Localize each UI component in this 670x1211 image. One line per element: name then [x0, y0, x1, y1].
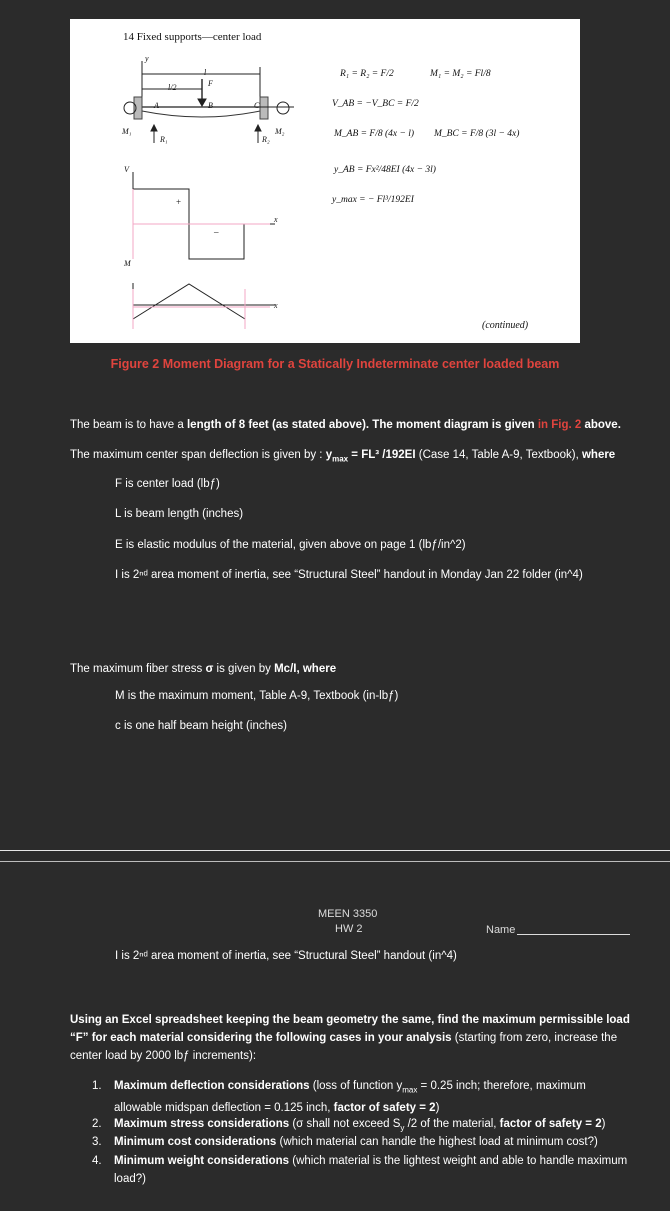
deflection-formula: = FL³ /192EI — [348, 449, 416, 461]
eq-shear: V_AB = −V_BC = F/2 — [332, 99, 419, 109]
eq-moment-bc: M_BC = F/8 (3l − 4x) — [434, 129, 520, 139]
hw-number: HW 2 — [335, 923, 363, 935]
item-fos: factor of safety = 2 — [499, 1118, 602, 1130]
beam-figure — [70, 19, 580, 343]
p2-part-a: The maximum center span deflection is given by : — [70, 449, 326, 461]
label-f: F — [208, 79, 213, 88]
eq-deflection: y_AB = Fx²/48EI (4x − 3l) — [334, 165, 436, 175]
item-text-c: ) — [601, 1118, 606, 1130]
label-minus: – — [214, 227, 219, 237]
left-wall — [134, 97, 142, 119]
item-text: (σ shall not exceed S — [289, 1118, 401, 1130]
label-v: V — [124, 165, 129, 174]
course-header — [318, 907, 377, 937]
label-m2: M₂ — [275, 127, 285, 136]
label-l: l — [204, 68, 207, 77]
eq-moments: M₁ = M₂ = Fl/8 — [430, 69, 491, 79]
list-number: 3. — [92, 1136, 102, 1148]
p3-part-a: The maximum fiber stress — [70, 663, 206, 675]
label-a: A — [154, 101, 159, 110]
item-text: (which material can handle the highest load at minimum cost?) — [276, 1136, 598, 1148]
eq-ymax: y_max = − Fl³/192EI — [332, 195, 414, 205]
eq-reactions: R₁ = R₂ = F/2 — [340, 69, 394, 79]
label-m: M — [124, 259, 131, 268]
label-half-l: l/2 — [168, 83, 177, 92]
p1-part-a: The beam is to have a — [70, 419, 187, 431]
ymax-subscript: max — [332, 454, 349, 464]
item-text: (loss of function y — [309, 1080, 403, 1092]
p2-where: where — [581, 449, 616, 461]
label-b: B — [208, 101, 213, 110]
list-item — [92, 1152, 632, 1188]
item-text-c: ) — [435, 1102, 440, 1115]
p1-part-d: above. — [581, 419, 621, 431]
moment-curve — [133, 284, 245, 319]
def-f: F is center load (lbƒ) — [115, 478, 220, 490]
item-heading: Maximum stress considerations — [114, 1118, 290, 1130]
item-subscript: y — [400, 1123, 405, 1133]
list-number: 1. — [92, 1080, 102, 1092]
label-y: y — [145, 54, 149, 63]
deflected-shape — [142, 111, 260, 117]
intro-part-c: (starting from zero, increase the center load by 2000 lbƒ increments): — [70, 1032, 618, 1062]
label-x-moment: x — [274, 301, 278, 310]
list-number: 2. — [92, 1118, 102, 1130]
stress-formula: Mc/I, where — [274, 663, 337, 675]
list-item — [92, 1133, 632, 1151]
item-text-b: = 0.25 inch; therefore, maximum allowable midspan deflection = 0.125 inch, — [114, 1080, 586, 1115]
item-heading: Minimum weight considerations — [114, 1155, 290, 1167]
def-e: E is elastic modulus of the material, given above on page 1 (lbƒ/in^2) — [115, 539, 466, 551]
sigma-symbol: σ — [205, 663, 214, 675]
load-arrow-head — [198, 99, 206, 106]
figure-title: 14 Fixed supports—center load — [123, 31, 262, 43]
continued-note: (continued) — [482, 320, 529, 331]
beam-diagram-svg — [70, 19, 580, 343]
name-label: Name — [486, 924, 516, 936]
course-code: MEEN 3350 — [318, 908, 378, 920]
item-fos: factor of safety = 2 — [333, 1102, 436, 1115]
label-x-shear: x — [274, 215, 278, 224]
list-number: 4. — [92, 1155, 102, 1167]
p3-part-c: is given by — [213, 663, 275, 675]
label-c: C — [254, 101, 260, 110]
figure-caption: Figure 2 Moment Diagram for a Statically Indeterminate center loaded beam — [110, 357, 560, 371]
page-divider-2 — [0, 861, 670, 862]
item-heading: Maximum deflection considerations — [114, 1080, 310, 1092]
eq-moment-ab: M_AB = F/8 (4x − l) — [334, 129, 415, 139]
beam-length-paragraph — [70, 416, 635, 435]
item-subscript: max — [402, 1085, 418, 1095]
name-field-line — [517, 934, 630, 935]
p2-reference: (Case 14, Table A-9, Textbook), — [415, 449, 582, 461]
label-r1: R₁ — [160, 135, 168, 144]
instructions-intro — [70, 1011, 635, 1065]
label-plus: + — [176, 197, 182, 207]
inertia-note: I is 2ⁿᵈ area moment of inertia, see “Structural Steel” handout (in^4) — [115, 950, 457, 962]
stress-paragraph — [70, 660, 635, 679]
item-heading: Minimum cost considerations — [114, 1136, 277, 1148]
deflection-paragraph — [70, 446, 635, 468]
intro-part-a: Using an Excel spreadsheet keeping the beam geometry the same, find the maximum permissible load “F” for each material — [70, 1014, 630, 1044]
list-item — [92, 1077, 632, 1117]
def-c: c is one half beam height (inches) — [115, 720, 287, 732]
right-wall — [260, 97, 268, 119]
def-m: M is the maximum moment, Table A-9, Textbook (in-lbƒ) — [115, 690, 399, 702]
moment-m2-icon — [277, 102, 289, 114]
page-divider — [0, 850, 670, 851]
intro-part-b: considering the following cases in your analysis — [186, 1032, 452, 1044]
label-r2: R₂ — [262, 135, 270, 144]
label-m1: M₁ — [122, 127, 132, 136]
p1-part-b: length of 8 feet (as stated above). The moment diagram is given — [186, 419, 538, 431]
fig-reference: in Fig. 2 — [537, 419, 582, 431]
item-text-b: /2 of the material, — [404, 1118, 500, 1130]
def-l: L is beam length (inches) — [115, 508, 244, 520]
def-i: I is 2ⁿᵈ area moment of inertia, see “Structural Steel” handout in Monday Jan 22 folder (in^4) — [115, 569, 583, 581]
item-text: (which material is the lightest weight and able to handle maximum load?) — [114, 1155, 628, 1185]
ymax-symbol: y — [325, 449, 333, 461]
